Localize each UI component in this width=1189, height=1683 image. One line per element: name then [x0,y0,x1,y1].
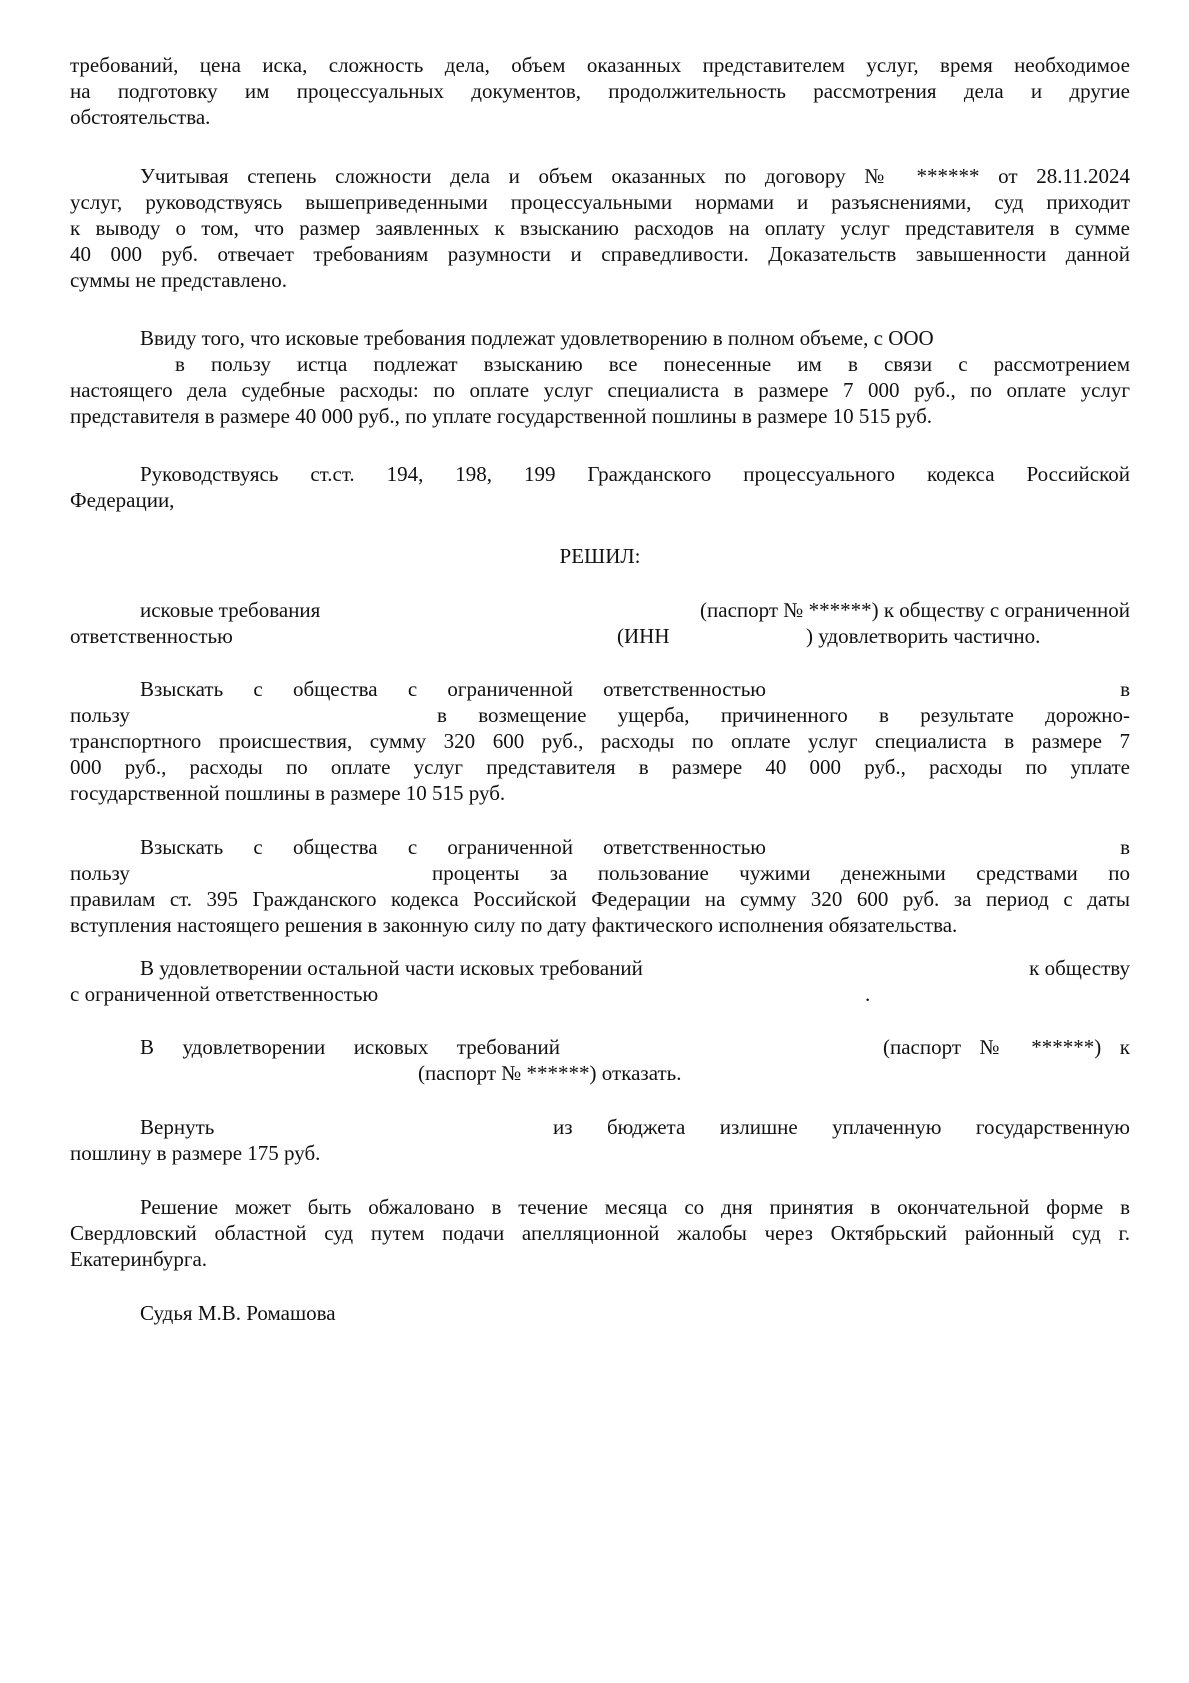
text-segment: (паспорт № ******) отказать. [418,1061,682,1085]
paragraph-line: Учитывая степень сложности дела и объем оказанных по договору № ****** от 28.11.2024 [140,164,1130,188]
paragraph-line [70,834,1130,861]
text-segment: В удовлетворении остальной части исковых требований [140,956,643,980]
text-segment: . [865,982,871,1006]
paragraph-line [70,860,1130,887]
paragraph-line [70,981,1130,1008]
judge-signature: Судья М.В. Ромашова [140,1301,336,1325]
paragraph-line: в пользу истца подлежат взысканию все понесенные им в связи с рассмотрением [175,352,1130,376]
paragraph-line: обстоятельства. [70,105,211,129]
paragraph-line: правилам ст. 395 Гражданского кодекса Российской Федерации на сумму 320 600 руб. за период с даты [70,887,1130,911]
paragraph-line: Ввиду того, что исковые требования подлежат удовлетворению в полном объеме, с ООО [140,326,934,350]
text-segment: в [1120,677,1130,701]
paragraph-line [70,955,1130,982]
paragraph-line: настоящего дела судебные расходы: по оплате услуг специалиста в размере 7 000 руб., по оплате услуг [70,378,1130,402]
paragraph-line: Екатеринбурга. [70,1247,208,1271]
paragraph-line: транспортного происшествия, сумму 320 600 руб., расходы по оплате услуг специалиста в размере 7 [70,729,1130,753]
paragraph-line: пошлину в размере 175 руб. [70,1141,321,1165]
text-segment: ) удовлетворить частично. [806,624,1041,648]
paragraph-line: требований, цена иска, сложность дела, объем оказанных представителем услуг, время необходимое [70,53,1130,77]
text-segment: пользу [70,703,130,727]
text-segment: Взыскать с общества с ограниченной ответственностью [140,835,766,859]
paragraph-line: Свердловский областной суд путем подачи апелляционной жалобы через Октябрьский районный суд г. [70,1221,1130,1245]
paragraph-line: вступления настоящего решения в законную силу по дату фактического исполнения обязательства. [70,913,958,937]
text-segment: Взыскать с общества с ограниченной ответственностью [140,677,766,701]
paragraph-line: государственной пошлины в размере 10 515 руб. [70,781,506,805]
paragraph-line: Руководствуясь ст.ст. 194, 198, 199 Гражданского процессуального кодекса Российской [140,462,1130,486]
paragraph-line: Решение может быть обжаловано в течение месяца со дня принятия в окончательной форме в [140,1195,1130,1219]
text-segment: (паспорт № ******) к обществу с ограниченной [700,598,1130,622]
paragraph-line [70,702,1130,729]
text-segment: Вернуть [140,1115,215,1139]
paragraph-line [70,1060,1130,1087]
paragraph-line [70,1114,1130,1141]
paragraph-line: представителя в размере 40 000 руб., по уплате государственной пошлины в размере 10 515 руб. [70,404,933,428]
text-segment: (ИНН [617,624,670,648]
text-segment: с ограниченной ответственностью [70,982,379,1006]
paragraph-line: 40 000 руб. отвечает требованиям разумности и справедливости. Доказательств завышенности данной [70,242,1130,266]
text-segment: проценты за пользование чужими денежными средствами по [432,861,1130,885]
text-segment: В удовлетворении исковых требований [140,1035,560,1059]
decision-heading: РЕШИЛ: [559,544,641,568]
paragraph-line: 000 руб., расходы по оплате услуг представителя в размере 40 000 руб., расходы по уплате [70,755,1130,779]
text-segment: из бюджета излишне уплаченную государственную [553,1115,1130,1139]
paragraph-line [70,623,1130,650]
paragraph-line: услуг, руководствуясь вышеприведенными процессуальными нормами и разъяснениями, суд приходит [70,190,1130,214]
text-segment: в возмещение ущерба, причиненного в результате дорожно- [437,703,1130,727]
text-segment: в [1120,835,1130,859]
text-segment: пользу [70,861,130,885]
paragraph-line: суммы не представлено. [70,268,287,292]
paragraph-line: на подготовку им процессуальных документов, продолжительность рассмотрения дела и другие [70,79,1130,103]
text-segment: исковые требования [140,598,321,622]
text-segment: ответственностью [70,624,233,648]
text-segment: к обществу [1029,956,1130,980]
paragraph-line: Федерации, [70,488,175,512]
paragraph-line: к выводу о том, что размер заявленных к взысканию расходов на оплату услуг представителя в сумме [70,216,1130,240]
text-segment: (паспорт № ******) к [883,1035,1130,1059]
paragraph-line [70,597,1130,624]
paragraph-line [70,676,1130,703]
paragraph-line [70,1034,1130,1061]
